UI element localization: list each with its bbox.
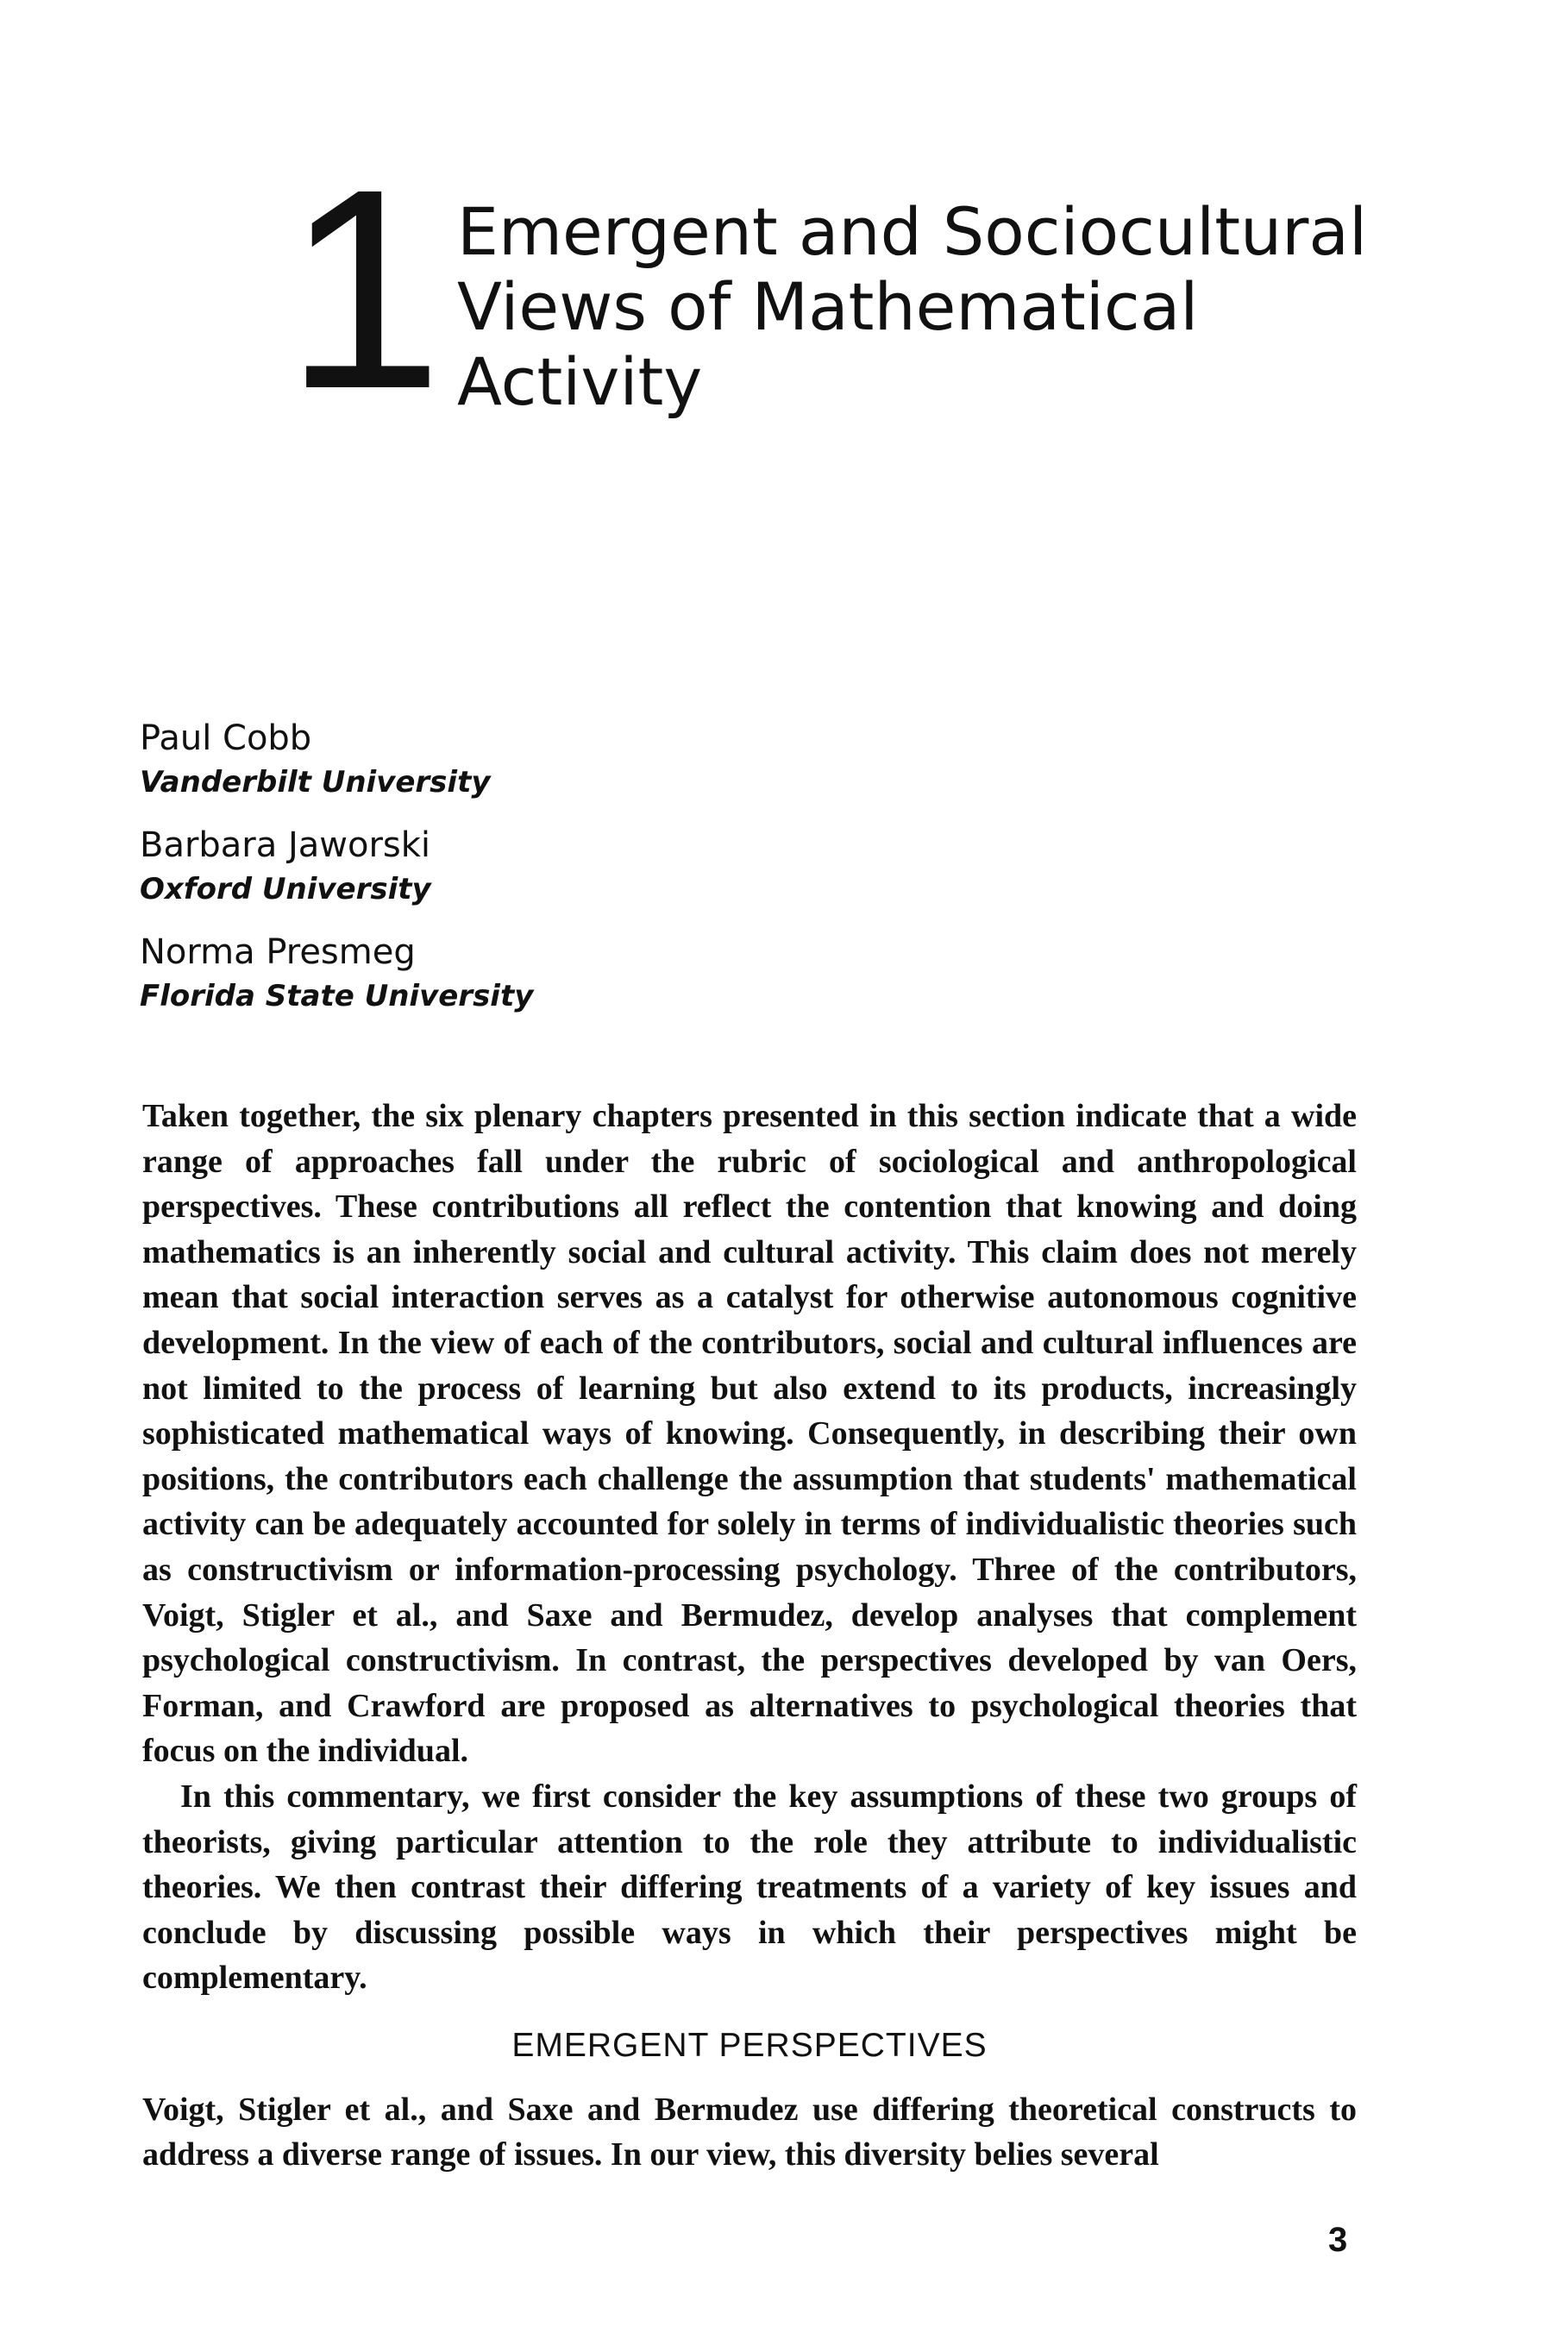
body-paragraph: Voigt, Stigler et al., and Saxe and Bermudez use differing theoretical constructs to address a diverse range of issues. In our view, this diversity belies several (142, 2091, 1357, 2173)
author-name: Barbara Jaworski (140, 825, 431, 865)
author-affiliation: Vanderbilt University (140, 765, 491, 800)
author-affiliation: Oxford University (140, 872, 431, 906)
body-text (142, 1094, 1357, 2178)
body-paragraph: Taken together, the six plenary chapters presented in this section indicate that a wide range of approaches fall under the rubric of sociological and anthropological perspectives. These contributions all reflect the contention that knowing and doing mathematics is an inherently social and cultural activity. This claim does not merely mean that social interaction serves as a catalyst for otherwise autonomous cognitive development. In the view of each of the contributors, social and cultural influences are not limited to the process of learning but also extend to its products, increasingly sophisticated mathematical ways of knowing. Consequently, in describing their own positions, the contributors each challenge the assumption that students' mathematical activity can be adequately accounted for solely in terms of individualistic theories such as constructivism or information-processing psychology. Three of the contributors, Voigt, Stigler et al., and Saxe and Bermudez, develop analyses that complement psychological constructivism. In contrast, the perspectives developed by van Oers, Forman, and Crawford are proposed as alternatives to psychological theories that focus on the individual. (142, 1098, 1357, 1770)
author-name: Paul Cobb (140, 718, 312, 758)
author-affiliation: Florida State University (140, 979, 534, 1013)
chapter-title (457, 194, 1406, 419)
author-block (140, 716, 916, 804)
chapter-number: 1 (285, 129, 443, 448)
author-list (140, 716, 916, 1037)
body-paragraph: In this commentary, we first consider the key assumptions of these two groups of theorists, giving particular attention to the role they attribute to individualistic theories. We then contrast their differing treatments of a variety of key issues and conclude by discussing possible ways in which their perspectives might be complementary. (142, 1778, 1357, 1997)
author-block (140, 823, 916, 911)
section-heading: EMERGENT PERSPECTIVES (511, 2026, 988, 2064)
author-name: Norma Presmeg (140, 932, 416, 972)
chapter-title-line: Activity (457, 343, 703, 420)
chapter-title-line: Views of Mathematical (457, 268, 1199, 345)
page-number: 3 (1328, 2221, 1348, 2259)
chapter-title-line: Emergent and Sociocultural (457, 193, 1368, 270)
author-block (140, 930, 916, 1018)
